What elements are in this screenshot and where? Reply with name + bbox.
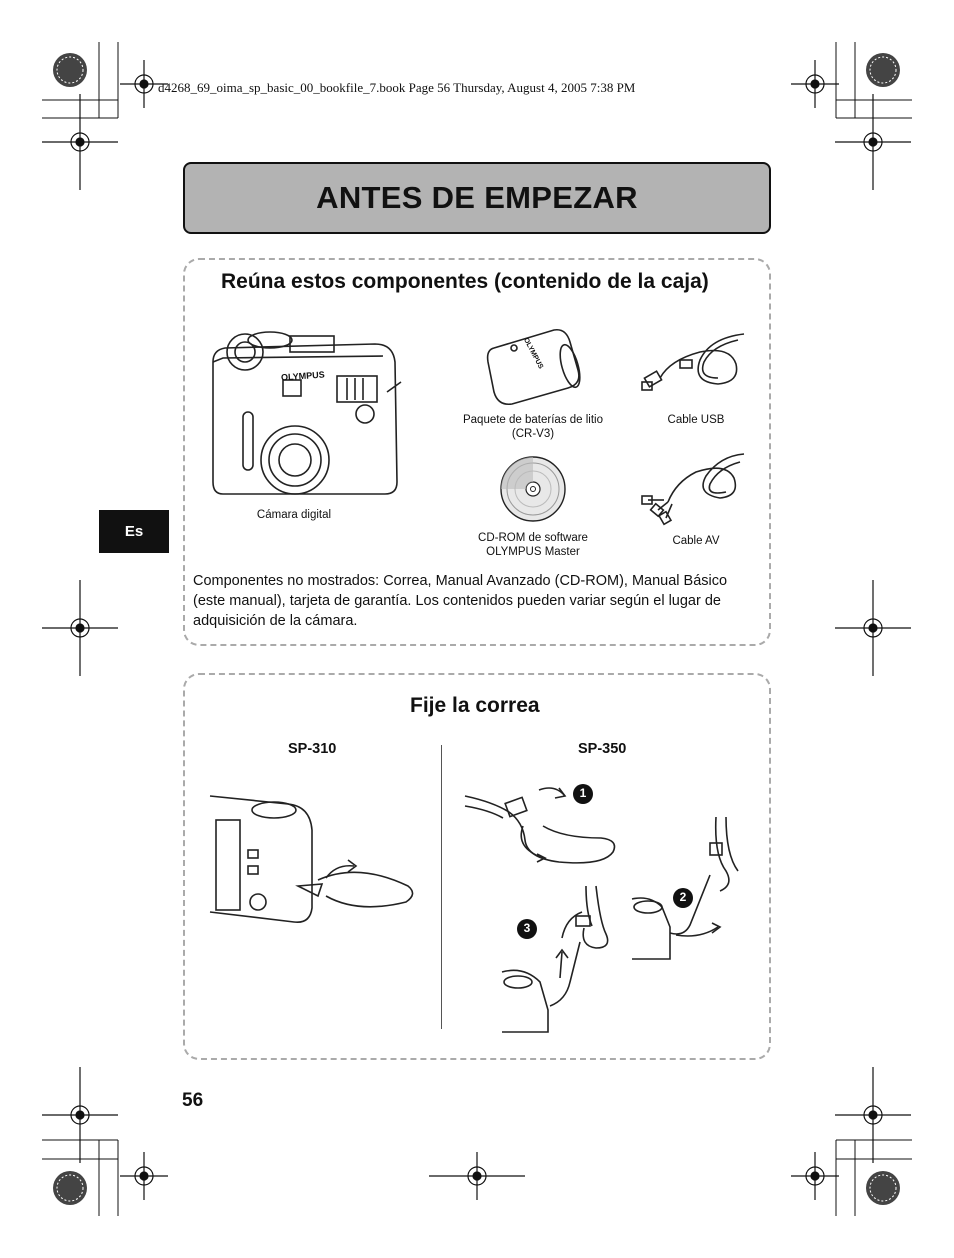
step2-number: 2 xyxy=(679,890,687,904)
battery-caption-line1: Paquete de baterías de litio xyxy=(462,414,604,426)
components-note: Componentes no mostrados: Correa, Manual Avanzado (CD-ROM), Manual Básico (este manual), tarjeta de garantía. Los contenidos pueden variar según el lugar de adquisición de la cámara. xyxy=(193,573,728,629)
battery-caption-line2: (CR-V3) xyxy=(511,428,555,440)
usb-cable-illustration xyxy=(640,330,750,400)
page-number: 56 xyxy=(182,1090,204,1111)
camera-caption: Cámara digital xyxy=(256,509,332,521)
battery-illustration xyxy=(484,326,584,406)
sp350-step3-illustration xyxy=(500,882,620,1032)
sp350-step1-illustration xyxy=(463,782,633,872)
camera-logo: OLYMPUS xyxy=(280,369,325,383)
camera-illustration xyxy=(205,322,405,502)
cdrom-illustration xyxy=(499,455,569,525)
strap-heading: Fije la correa xyxy=(410,694,540,717)
language-tab: Es xyxy=(99,510,169,553)
usb-caption: Cable USB xyxy=(667,414,725,426)
battery-logo: OLYMPUS xyxy=(521,336,545,371)
sp310-strap-illustration xyxy=(208,790,418,930)
page-title-box xyxy=(183,162,771,234)
cdrom-caption-line1: CD-ROM de software xyxy=(478,532,588,544)
components-heading: Reúna estos componentes (contenido de la caja) xyxy=(221,270,709,293)
step1-number: 1 xyxy=(579,786,587,800)
av-caption: Cable AV xyxy=(672,535,720,547)
print-header: d4268_69_oima_sp_basic_00_bookfile_7.book Page 56 Thursday, August 4, 2005 7:38 PM xyxy=(158,80,636,95)
column-divider xyxy=(441,745,442,1029)
model-right-label: SP-350 xyxy=(578,741,627,757)
av-cable-illustration xyxy=(640,450,750,526)
cdrom-caption-line2: OLYMPUS Master xyxy=(486,546,580,558)
page-title: ANTES DE EMPEZAR xyxy=(316,180,638,215)
step3-number: 3 xyxy=(523,921,531,935)
model-left-label: SP-310 xyxy=(288,741,337,757)
